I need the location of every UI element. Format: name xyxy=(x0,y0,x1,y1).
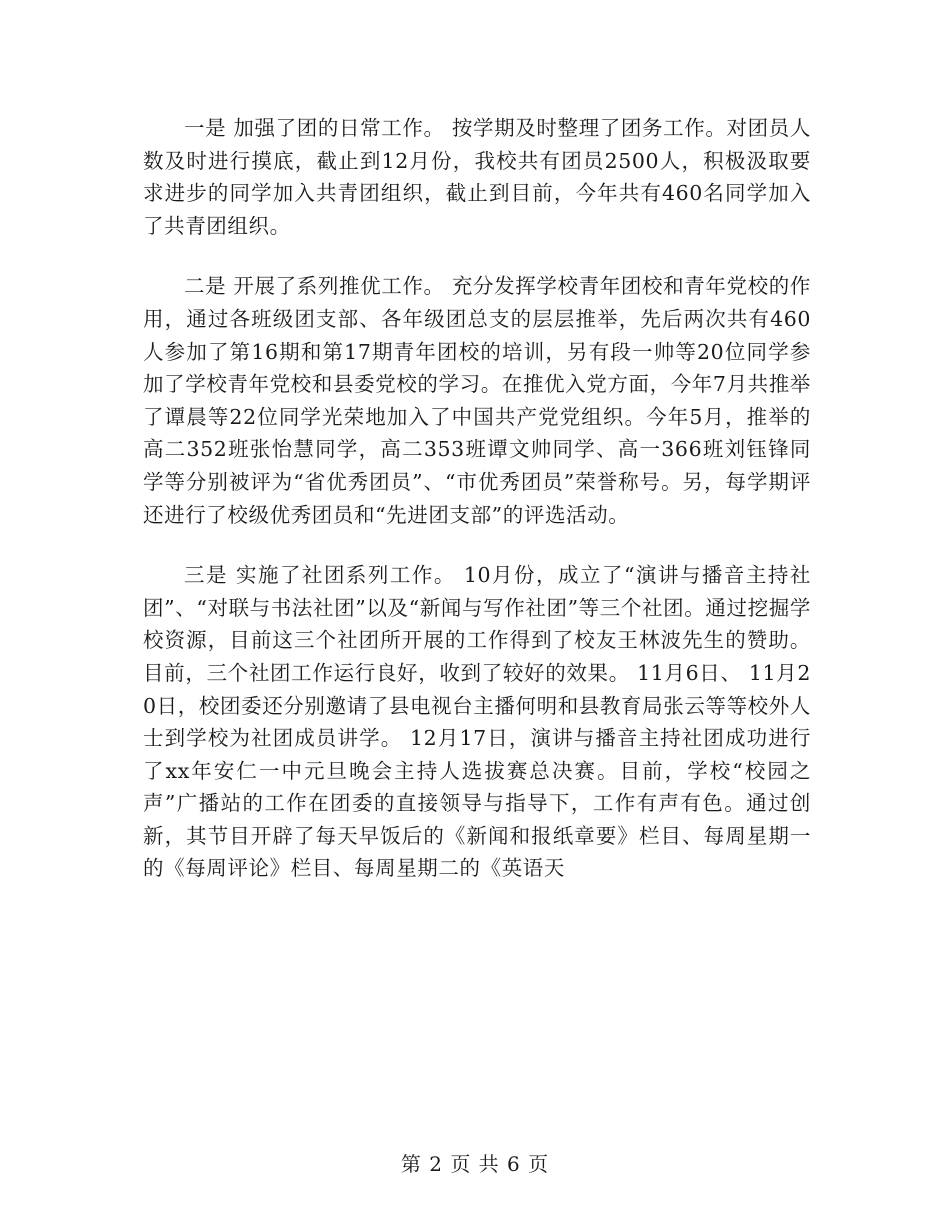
document-body xyxy=(143,112,811,885)
paragraph-club-work: 三是 实施了社团系列工作。 10月份，成立了“演讲与播音主持社团”、“对联与书法社团”以及“新闻与写作社团”等三个社团。通过挖掘学校资源，目前这三个社团所开展的工作得到了校友王林波先生的赞助。目前，三个社团工作运行良好，收到了较好的效果。 11月6日、 11月20日，校团委还分别邀请了县电视台主播何明和县教育局张云等等校外人士到学校为社团成员讲学。 12月17日，演讲与播音主持社团成功进行了xx年安仁一中元旦晚会主持人选拔赛总决赛。目前，学校“校园之声”广播站的工作在团委的直接领导与指导下，工作有声有色。通过创新，其节目开辟了每天早饭后的《新闻和报纸章要》栏目、每周星期一的《每周评论》栏目、每周星期二的《英语天 xyxy=(143,563,811,881)
paragraph-daily-work: 一是 加强了团的日常工作。 按学期及时整理了团务工作。对团员人数及时进行摸底，截止到12月份，我校共有团员2500人，积极汲取要求进步的同学加入共青团组织，截止到目前，今年共有460名同学加入了共青团组织。 xyxy=(143,116,811,238)
paragraph-recommendation-work: 二是 开展了系列推优工作。 充分发挥学校青年团校和青年党校的作用，通过各班级团支部、各年级团总支的层层推举，先后两次共有460人参加了第16期和第17期青年团校的培训，另有段一帅等20位同学参加了学校青年党校和县委党校的学习。在推优入党方面，今年7月共推举了谭晨等22位同学光荣地加入了中国共产党党组织。今年5月，推举的高二352班张怡慧同学，高二353班谭文帅同学、高一366班刘钰锋同学等分别被评为“省优秀团员”、“市优秀团员”荣誉称号。另，每学期评还进行了校级优秀团员和“先进团支部”的评选活动。 xyxy=(143,274,811,527)
page-number-footer: 第 2 页 共 6 页 xyxy=(400,1152,550,1176)
